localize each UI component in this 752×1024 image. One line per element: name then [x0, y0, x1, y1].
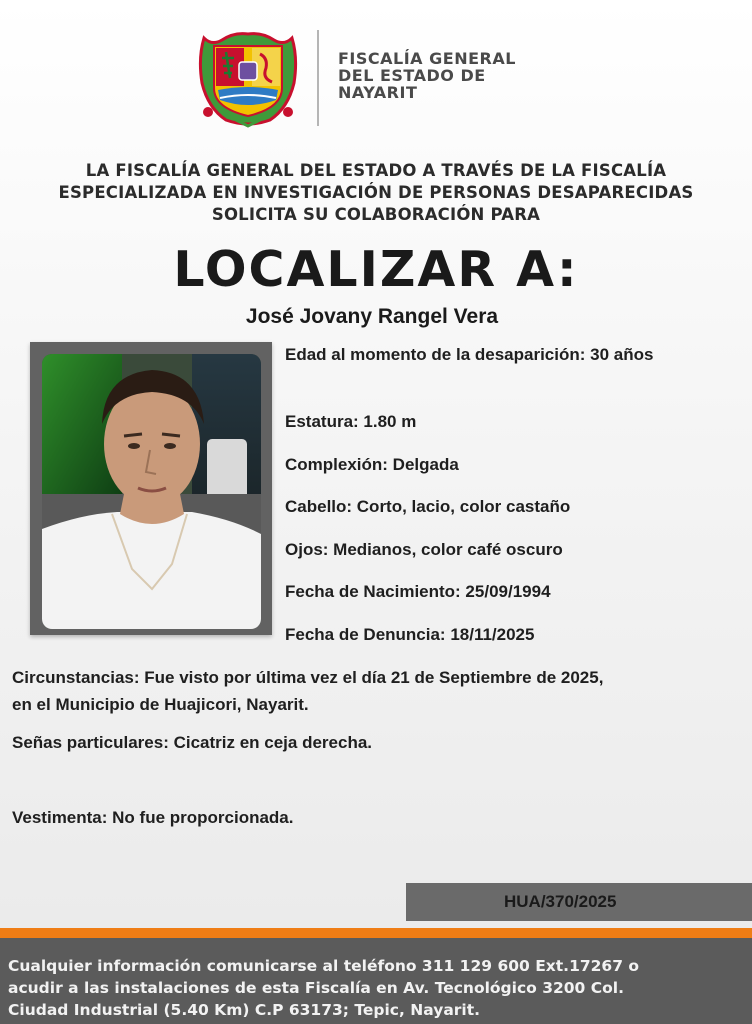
- circumstances-line-1: Circunstancias: Fue visto por última vez el día 21 de Septiembre de 2025,: [12, 668, 604, 687]
- missing-person-photo: [42, 354, 261, 629]
- senas-particulares: Señas particulares: Cicatriz en ceja derecha.: [12, 733, 373, 752]
- org-name-line-1: FISCALÍA GENERAL: [338, 49, 516, 68]
- contact-info: [8, 955, 744, 1021]
- vestimenta: Vestimenta: No fue proporcionada.: [12, 808, 294, 827]
- detail-complexion: Complexión: Delgada: [285, 455, 459, 474]
- org-name-line-3: NAYARIT: [338, 83, 418, 102]
- detail-edad: Edad al momento de la desaparición: 30 años: [285, 345, 654, 364]
- intro-text: [0, 160, 752, 226]
- case-number: HUA/370/2025: [504, 892, 617, 911]
- contact-line-2: acudir a las instalaciones de esta Fiscalía en Av. Tecnológico 3200 Col.: [8, 979, 624, 997]
- nayarit-coat-of-arms-icon: [196, 28, 300, 128]
- detail-ojos: Ojos: Medianos, color café oscuro: [285, 540, 563, 559]
- photo-frame: [30, 342, 272, 635]
- header: [0, 28, 752, 128]
- detail-cabello: Cabello: Corto, lacio, color castaño: [285, 497, 571, 516]
- accent-bar: [0, 928, 752, 938]
- contact-line-3: Ciudad Industrial (5.40 Km) C.P 63173; Tepic, Nayarit.: [8, 1001, 481, 1019]
- header-divider: [317, 30, 319, 126]
- intro-line-3: SOLICITA SU COLABORACIÓN PARA: [211, 205, 541, 224]
- intro-line-1: LA FISCALÍA GENERAL DEL ESTADO A TRAVÉS DE LA FISCALÍA: [85, 161, 667, 180]
- detail-estatura: Estatura: 1.80 m: [285, 412, 417, 431]
- footer: [0, 938, 752, 1024]
- case-number-box: [406, 883, 752, 921]
- org-name-line-2: DEL ESTADO DE: [338, 66, 486, 85]
- organization-name: [338, 50, 516, 101]
- circumstances: [12, 664, 603, 718]
- headline: LOCALIZAR A:: [173, 241, 579, 298]
- missing-person-name: José Jovany Rangel Vera: [245, 305, 499, 328]
- intro-line-2: ESPECIALIZADA EN INVESTIGACIÓN DE PERSONAS DESAPARECIDAS: [58, 183, 694, 202]
- contact-line-1: Cualquier información comunicarse al teléfono 311 129 600 Ext.17267 o: [8, 957, 640, 975]
- detail-fecha-nacimiento: Fecha de Nacimiento: 25/09/1994: [285, 582, 551, 601]
- circumstances-line-2: en el Municipio de Huajicori, Nayarit.: [12, 695, 309, 714]
- detail-fecha-denuncia: Fecha de Denuncia: 18/11/2025: [285, 625, 535, 644]
